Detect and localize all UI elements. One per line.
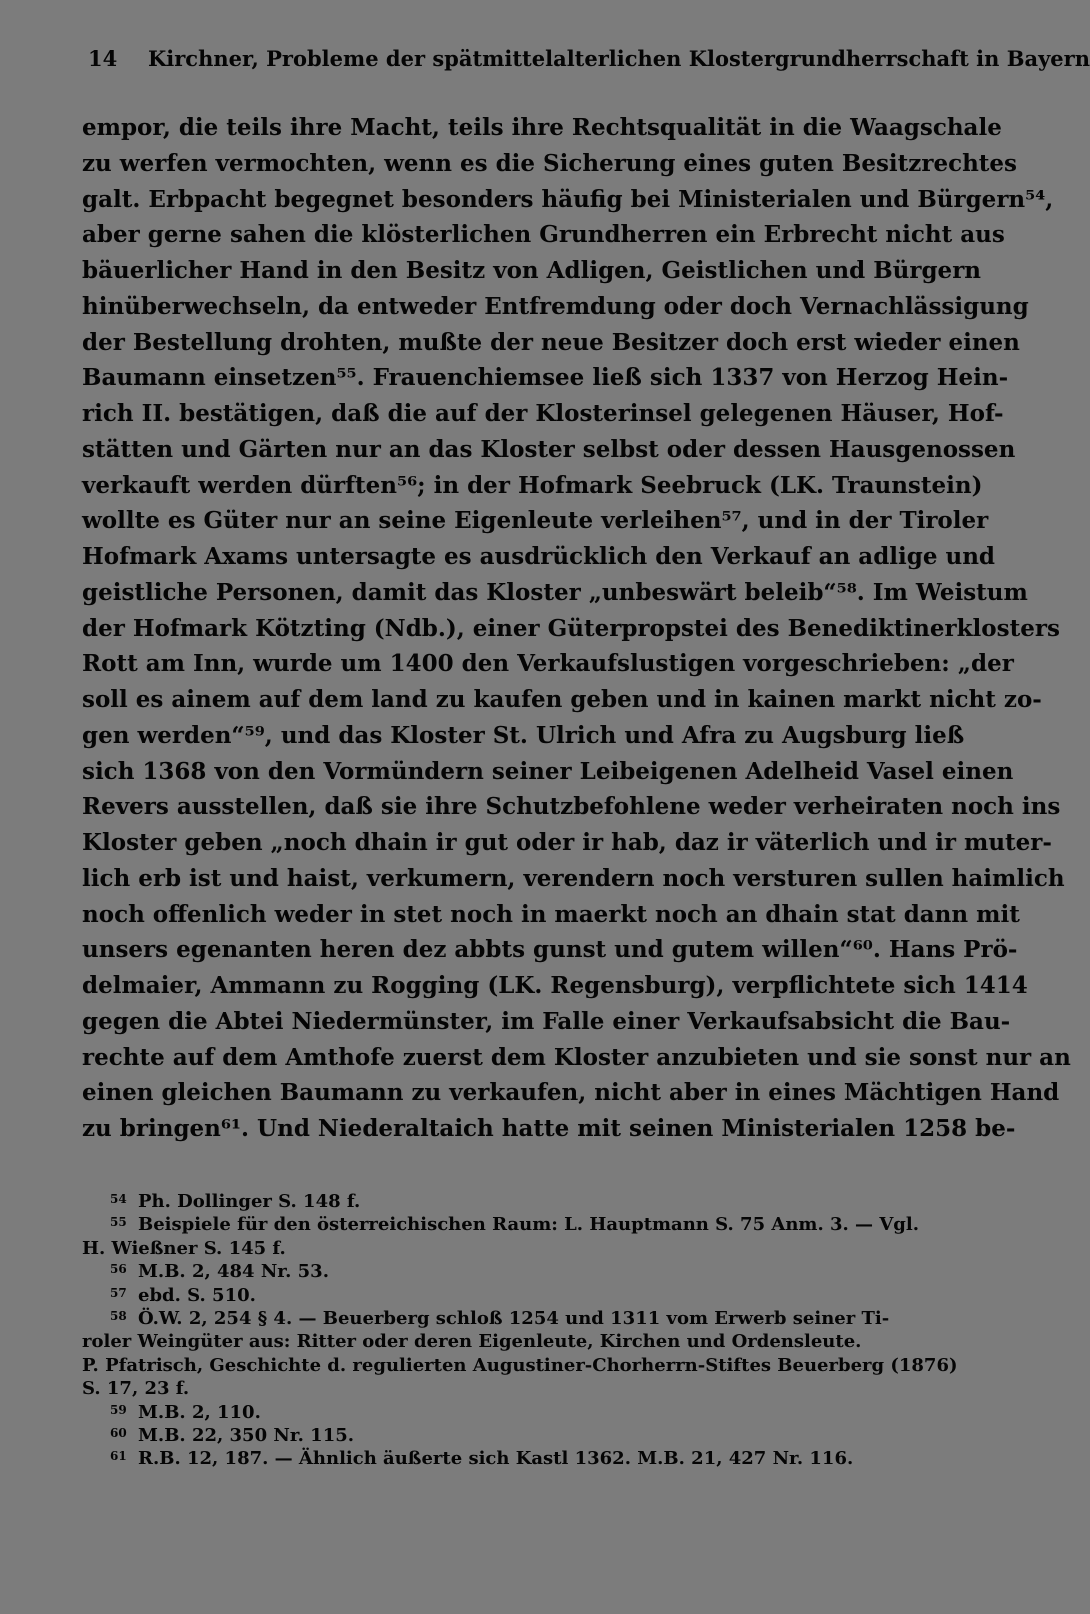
text-line: der Hofmark Kötzting (Ndb.), einer Güterpropstei des Benediktinerklosters — [82, 614, 1060, 642]
text-line: Kloster geben „noch dhain ir gut oder ir hab, daz ir väterlich und ir muter- — [82, 829, 1052, 856]
footnote — [82, 1330, 946, 1353]
text-line: Rott am Inn, wurde um 1400 den Verkaufslustigen vorgeschrieben: „der — [82, 650, 1014, 678]
text-line: lich erb ist und haist, verkumern, verendern noch versturen sullen haimlich — [82, 864, 1065, 892]
footnote-number: 58 — [110, 1308, 127, 1323]
text-line: Revers ausstellen, daß sie ihre Schutzbefohlene weder verheiraten noch ins — [82, 793, 1061, 821]
footnotes — [82, 1190, 958, 1471]
footnote-number: 54 — [110, 1192, 127, 1206]
footnote-text: H. Wießner S. 145 f. — [82, 1237, 286, 1259]
text-line: gegen die Abtei Niedermünster, im Falle einer Verkaufsabsicht die Bau- — [82, 1007, 1011, 1035]
text-line: rich II. bestätigen, daß die auf der Klosterinsel gelegenen Häuser, Hof- — [82, 400, 1004, 427]
text-line: galt. Erbpacht begegnet besonders häufig bei Ministerialen und Bürgern⁵⁴, — [82, 185, 1054, 213]
footnote-text: M.B. 2, 110. — [138, 1401, 261, 1423]
text-line: rechte auf dem Amthofe zuerst dem Kloster anzubieten und sie sonst nur an — [82, 1043, 1071, 1071]
text-line: Hofmark Axams untersagte es ausdrücklich den Verkauf an adlige und — [82, 543, 996, 570]
text-line: aber gerne sahen die klösterlichen Grundherren ein Erbrecht nicht aus — [82, 221, 1005, 249]
footnote-number: 57 — [110, 1285, 127, 1300]
text-line: noch offenlich weder in stet noch in maerkt noch an dhain stat dann mit — [82, 900, 1020, 928]
footnote-text: P. Pfatrisch, Geschichte d. regulierten Augustiner-Chorherrn-Stiftes Beuerberg (1876) — [82, 1354, 958, 1376]
running-title: Kirchner, Probleme der spätmittelalterlichen Klostergrundherrschaft in Bayern — [148, 46, 1090, 71]
footnote-number: 60 — [110, 1425, 127, 1440]
footnote-text: M.B. 2, 484 Nr. 53. — [138, 1261, 329, 1283]
footnote — [82, 1213, 946, 1236]
footnote-number: 61 — [110, 1449, 127, 1464]
footnote-text: Ö.W. 2, 254 § 4. — Beuerberg schloß 1254 und 1311 vom Erwerb seiner Ti- — [138, 1307, 890, 1329]
main-text — [82, 110, 1071, 1147]
text-line: verkauft werden dürften⁵⁶; in der Hofmark Seebruck (LK. Traunstein) — [82, 471, 983, 499]
page-header — [88, 46, 1090, 76]
text-line: zu werfen vermochten, wenn es die Sicherung eines guten Besitzrechtes — [82, 149, 1018, 177]
footnote — [82, 1447, 946, 1470]
text-line: bäuerlicher Hand in den Besitz von Adligen, Geistlichen und Bürgern — [82, 257, 982, 284]
footnote-text: R.B. 12, 187. — Ähnlich äußerte sich Kastl 1362. M.B. 21, 427 Nr. 116. — [138, 1448, 854, 1470]
footnote — [82, 1190, 946, 1213]
text-line: zu bringen⁶¹. Und Niederaltaich hatte mit seinen Ministerialen 1258 be- — [82, 1115, 1016, 1142]
text-line: sich 1368 von den Vormündern seiner Leibeigenen Adelheid Vasel einen — [82, 757, 1014, 785]
text-line: unsers egenanten heren dez abbts gunst und gutem willen“⁶⁰. Hans Prö- — [82, 936, 1018, 964]
footnote — [82, 1260, 946, 1283]
page-number: 14 — [88, 46, 118, 71]
text-line: wollte es Güter nur an seine Eigenleute verleihen⁵⁷, und in der Tiroler — [82, 507, 989, 535]
footnote-text: M.B. 22, 350 Nr. 115. — [138, 1424, 355, 1446]
text-line: stätten und Gärten nur an das Kloster selbst oder dessen Hausgenossen — [82, 435, 1016, 463]
text-line: Baumann einsetzen⁵⁵. Frauenchiemsee ließ sich 1337 von Herzog Hein- — [82, 364, 1009, 392]
footnote-number: 56 — [110, 1262, 127, 1277]
footnote-text: S. 17, 23 f. — [82, 1378, 190, 1400]
footnote — [82, 1284, 946, 1307]
text-line: geistliche Personen, damit das Kloster „unbeswärt beleib“⁵⁸. Im Weistum — [82, 578, 1028, 606]
footnote — [82, 1237, 946, 1260]
footnote-text: ebd. S. 510. — [138, 1284, 256, 1306]
footnote-text: Ph. Dollinger S. 148 f. — [138, 1191, 361, 1212]
footnote-text: roler Weingüter aus: Ritter oder deren Eigenleute, Kirchen und Ordensleute. — [82, 1331, 862, 1353]
text-line: soll es ainem auf dem land zu kaufen geben und in kainen markt nicht zo- — [82, 686, 1042, 713]
text-line: einen gleichen Baumann zu verkaufen, nicht aber in eines Mächtigen Hand — [82, 1079, 1060, 1107]
text-line: delmaier, Ammann zu Rogging (LK. Regensburg), verpflichtete sich 1414 — [82, 972, 1028, 999]
text-line: hinüberwechseln, da entweder Entfremdung oder doch Vernachlässigung — [82, 292, 1029, 320]
footnote — [82, 1354, 958, 1377]
footnote-number: 55 — [110, 1215, 127, 1230]
footnote — [82, 1424, 946, 1447]
footnote-number: 59 — [110, 1402, 127, 1417]
footnote — [82, 1401, 946, 1424]
text-line: gen werden“⁵⁹, und das Kloster St. Ulrich und Afra zu Augsburg ließ — [82, 721, 965, 749]
footnote-text: Beispiele für den österreichischen Raum: L. Hauptmann S. 75 Anm. 3. — Vgl. — [138, 1214, 919, 1236]
text-line: empor, die teils ihre Macht, teils ihre Rechtsqualität in die Waagschale — [82, 114, 1002, 141]
footnote — [82, 1307, 946, 1330]
footnote — [82, 1377, 946, 1400]
text-line: der Bestellung drohten, mußte der neue Besitzer doch erst wieder einen — [82, 328, 1020, 356]
